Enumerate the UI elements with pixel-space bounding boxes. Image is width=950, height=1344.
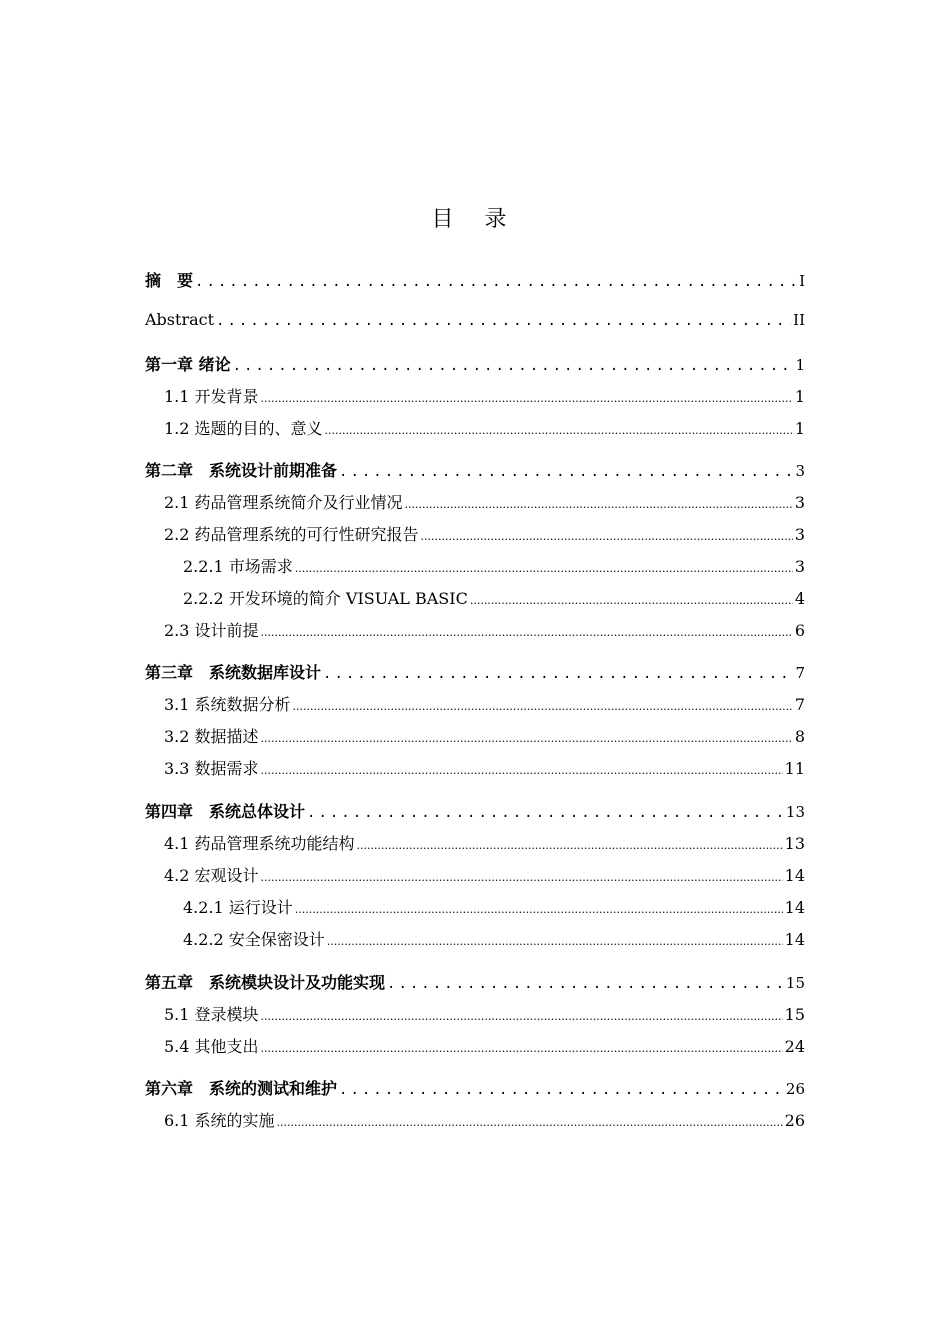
toc-entry-page: 1 <box>794 387 805 406</box>
toc-entry-page: 15 <box>784 1005 805 1024</box>
dot-leader <box>470 594 793 607</box>
dot-leader <box>261 764 783 777</box>
dot-leader <box>327 935 783 948</box>
toc-entry-page: II <box>793 311 805 329</box>
dot-leader <box>261 871 783 884</box>
toc-entry-page: 3 <box>794 557 805 576</box>
toc-entry-1-2[interactable] <box>145 416 805 439</box>
toc-entry-page: 6 <box>794 621 805 640</box>
toc-entry-6-1[interactable] <box>145 1108 805 1131</box>
toc-entry-page: 14 <box>784 866 805 885</box>
dot-leader <box>339 464 793 480</box>
toc-entry-label: 3.3 数据需求 <box>164 759 259 778</box>
toc-entry-label: 第三章 系统数据库设计 <box>145 663 322 682</box>
toc-entry-label: 1.1 开发背景 <box>164 387 259 406</box>
toc-entry-label: 1.2 选题的目的、意义 <box>164 419 323 438</box>
toc-entry-label: Abstract <box>145 310 215 329</box>
toc-entry-label: 第二章 系统设计前期准备 <box>145 461 338 480</box>
dot-leader <box>339 1082 784 1098</box>
dot-leader <box>261 392 793 405</box>
toc-entry-2-3[interactable] <box>145 618 805 641</box>
toc-entry-label: 3.2 数据描述 <box>164 727 259 746</box>
toc-entry-2-2-1[interactable] <box>145 554 805 577</box>
dot-leader <box>405 498 793 511</box>
toc-entry-label: 4.2.2 安全保密设计 <box>183 930 325 949</box>
toc-entry-3-3[interactable] <box>145 756 805 779</box>
toc-entry-label: 4.1 药品管理系统功能结构 <box>164 834 355 853</box>
dot-leader <box>261 1010 783 1023</box>
dot-leader <box>323 666 793 682</box>
toc-entry-page: 1 <box>795 356 805 374</box>
dot-leader <box>307 805 784 821</box>
toc-entry-label: 2.2.1 市场需求 <box>183 557 293 576</box>
toc-entry-label: 摘 要 <box>145 271 194 290</box>
toc-entry-1-1[interactable] <box>145 384 805 407</box>
toc-entry-3-1[interactable] <box>145 692 805 715</box>
toc-entry-label: 4.2.1 运行设计 <box>183 898 293 917</box>
dot-leader <box>195 274 797 290</box>
dot-leader <box>357 839 783 852</box>
toc-entry-4-1[interactable] <box>145 831 805 854</box>
toc-entry-chapter-2[interactable] <box>145 458 805 481</box>
toc-entry-4-2-2[interactable] <box>145 927 805 950</box>
dot-leader <box>295 903 783 916</box>
toc-entry-page: 11 <box>784 759 805 778</box>
toc-entry-2-2[interactable] <box>145 522 805 545</box>
toc-entry-3-2[interactable] <box>145 724 805 747</box>
toc-entry-chapter-3[interactable] <box>145 660 805 683</box>
toc-entry-5-4[interactable] <box>145 1034 805 1057</box>
toc-entry-page: I <box>799 272 805 290</box>
toc-entry-2-1[interactable] <box>145 490 805 513</box>
dot-leader <box>325 424 793 437</box>
toc-entry-page: 14 <box>784 930 805 949</box>
dot-leader <box>277 1116 783 1129</box>
toc-entry-label: 5.1 登录模块 <box>164 1005 259 1024</box>
toc-entry-abstract-cn[interactable] <box>145 268 805 291</box>
toc-entry-page: 26 <box>785 1080 805 1098</box>
dot-leader <box>261 732 793 745</box>
toc-entry-chapter-4[interactable] <box>145 799 805 822</box>
dot-leader <box>421 530 793 543</box>
toc-entry-chapter-6[interactable] <box>145 1076 805 1099</box>
toc-entry-label: 5.4 其他支出 <box>164 1037 259 1056</box>
toc-entry-label: 6.1 系统的实施 <box>164 1111 275 1130</box>
dot-leader <box>387 976 784 992</box>
toc-entry-page: 13 <box>785 803 805 821</box>
toc-entry-page: 13 <box>784 834 805 853</box>
dot-leader <box>233 358 794 374</box>
toc-entry-page: 1 <box>794 419 805 438</box>
toc-entry-page: 3 <box>794 525 805 544</box>
toc-entry-page: 7 <box>795 664 805 682</box>
toc-entry-label: 2.3 设计前提 <box>164 621 259 640</box>
toc-entry-page: 3 <box>794 493 805 512</box>
toc-entry-label: 第六章 系统的测试和维护 <box>145 1079 338 1098</box>
toc-entry-label: 4.2 宏观设计 <box>164 866 259 885</box>
toc-entry-label: 2.1 药品管理系统简介及行业情况 <box>164 493 403 512</box>
toc-entry-4-2[interactable] <box>145 863 805 886</box>
toc-entry-label: 第四章 系统总体设计 <box>145 802 306 821</box>
toc-entry-page: 15 <box>785 974 805 992</box>
dot-leader <box>216 313 791 329</box>
toc-entry-label: 第一章 绪论 <box>145 355 231 374</box>
toc-entry-page: 14 <box>784 898 805 917</box>
toc-entry-label: 2.2 药品管理系统的可行性研究报告 <box>164 525 419 544</box>
toc-entry-abstract-en[interactable] <box>145 310 805 329</box>
dot-leader <box>261 1042 783 1055</box>
toc-entry-page: 26 <box>784 1111 805 1130</box>
toc-entry-chapter-5[interactable] <box>145 970 805 993</box>
toc-entry-chapter-1[interactable] <box>145 352 805 375</box>
dot-leader <box>295 562 793 575</box>
toc-entry-label: 3.1 系统数据分析 <box>164 695 291 714</box>
toc-entry-4-2-1[interactable] <box>145 895 805 918</box>
toc-entry-label: 2.2.2 开发环境的简介 VISUAL BASIC <box>183 589 468 608</box>
toc-entry-page: 8 <box>794 727 805 746</box>
toc-entry-label: 第五章 系统模块设计及功能实现 <box>145 973 386 992</box>
toc-entry-5-1[interactable] <box>145 1002 805 1025</box>
toc-title: 目 录 <box>431 207 519 232</box>
toc-entry-page: 4 <box>794 589 805 608</box>
dot-leader <box>261 626 793 639</box>
toc-entry-2-2-2[interactable] <box>145 586 805 609</box>
dot-leader <box>293 700 793 713</box>
toc-entry-page: 3 <box>795 462 805 480</box>
toc-entry-page: 24 <box>784 1037 805 1056</box>
toc-entry-page: 7 <box>794 695 805 714</box>
